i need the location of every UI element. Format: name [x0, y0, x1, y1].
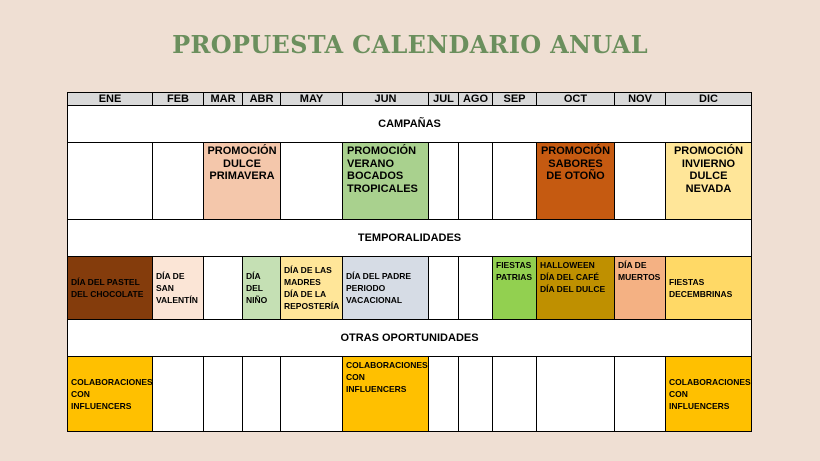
- cell-empty: [243, 357, 281, 432]
- month-header: MAR: [204, 93, 243, 106]
- month-header: FEB: [153, 93, 204, 106]
- cell-empty: [537, 357, 615, 432]
- section-title-other: OTRAS OPORTUNIDADES: [68, 320, 752, 357]
- month-header: JUL: [429, 93, 459, 106]
- seasonal-ene: DÍA DEL PASTEL DEL CHOCOLATE: [68, 257, 153, 320]
- seasonal-may: DÍA DE LAS MADRES DÍA DE LA REPOSTERÍA: [281, 257, 343, 320]
- other-jun: COLABORACIONES CON INFLUENCERS: [343, 357, 429, 432]
- other-row: [68, 357, 752, 432]
- section-title-seasonal: TEMPORALIDADES: [68, 220, 752, 257]
- month-header: ABR: [243, 93, 281, 106]
- month-header-row: [68, 93, 752, 106]
- cell-empty: [68, 143, 153, 220]
- cell-empty: [153, 143, 204, 220]
- cell-empty: [493, 143, 537, 220]
- month-header: MAY: [281, 93, 343, 106]
- month-header: DIC: [666, 93, 752, 106]
- seasonal-row: [68, 257, 752, 320]
- month-header: ENE: [68, 93, 153, 106]
- month-header: OCT: [537, 93, 615, 106]
- section-row-seasonal: [68, 220, 752, 257]
- campaigns-row: [68, 143, 752, 220]
- page-title: PROPUESTA CALENDARIO ANUAL: [172, 30, 648, 59]
- seasonal-jun: DÍA DEL PADRE PERIODO VACACIONAL: [343, 257, 429, 320]
- campaign-autumn: PROMOCIÓN SABORES DE OTOÑO: [537, 143, 615, 220]
- month-header: NOV: [615, 93, 666, 106]
- section-row-campaigns: [68, 106, 752, 143]
- month-header: JUN: [343, 93, 429, 106]
- month-header: SEP: [493, 93, 537, 106]
- cell-empty: [204, 357, 243, 432]
- seasonal-dic: FIESTAS DECEMBRINAS: [666, 257, 752, 320]
- calendar-table: [67, 92, 752, 432]
- cell-empty: [153, 357, 204, 432]
- cell-empty: [615, 357, 666, 432]
- seasonal-sep: FIESTAS PATRIAS: [493, 257, 537, 320]
- cell-empty: [281, 357, 343, 432]
- campaign-winter: PROMOCIÓN INVIERNO DULCE NEVADA: [666, 143, 752, 220]
- cell-empty: [459, 143, 493, 220]
- other-ene: COLABORACIONES CON INFLUENCERS: [68, 357, 153, 432]
- cell-empty: [615, 143, 666, 220]
- cell-empty: [429, 143, 459, 220]
- cell-empty: [429, 257, 459, 320]
- seasonal-nov: DÍA DE MUERTOS: [615, 257, 666, 320]
- cell-empty: [204, 257, 243, 320]
- month-header: AGO: [459, 93, 493, 106]
- seasonal-oct: HALLOWEEN DÍA DEL CAFÉ DÍA DEL DULCE: [537, 257, 615, 320]
- cell-empty: [459, 257, 493, 320]
- cell-empty: [429, 357, 459, 432]
- seasonal-abr: DÍA DEL NIÑO: [243, 257, 281, 320]
- seasonal-feb: DÍA DE SAN VALENTÍN: [153, 257, 204, 320]
- cell-empty: [281, 143, 343, 220]
- campaign-spring: PROMOCIÓN DULCE PRIMAVERA: [204, 143, 281, 220]
- cell-empty: [459, 357, 493, 432]
- section-row-other: [68, 320, 752, 357]
- campaign-summer: PROMOCIÓN VERANO BOCADOS TROPICALES: [343, 143, 429, 220]
- section-title-campaigns: CAMPAÑAS: [68, 106, 752, 143]
- cell-empty: [493, 357, 537, 432]
- other-dic: COLABORACIONES CON INFLUENCERS: [666, 357, 752, 432]
